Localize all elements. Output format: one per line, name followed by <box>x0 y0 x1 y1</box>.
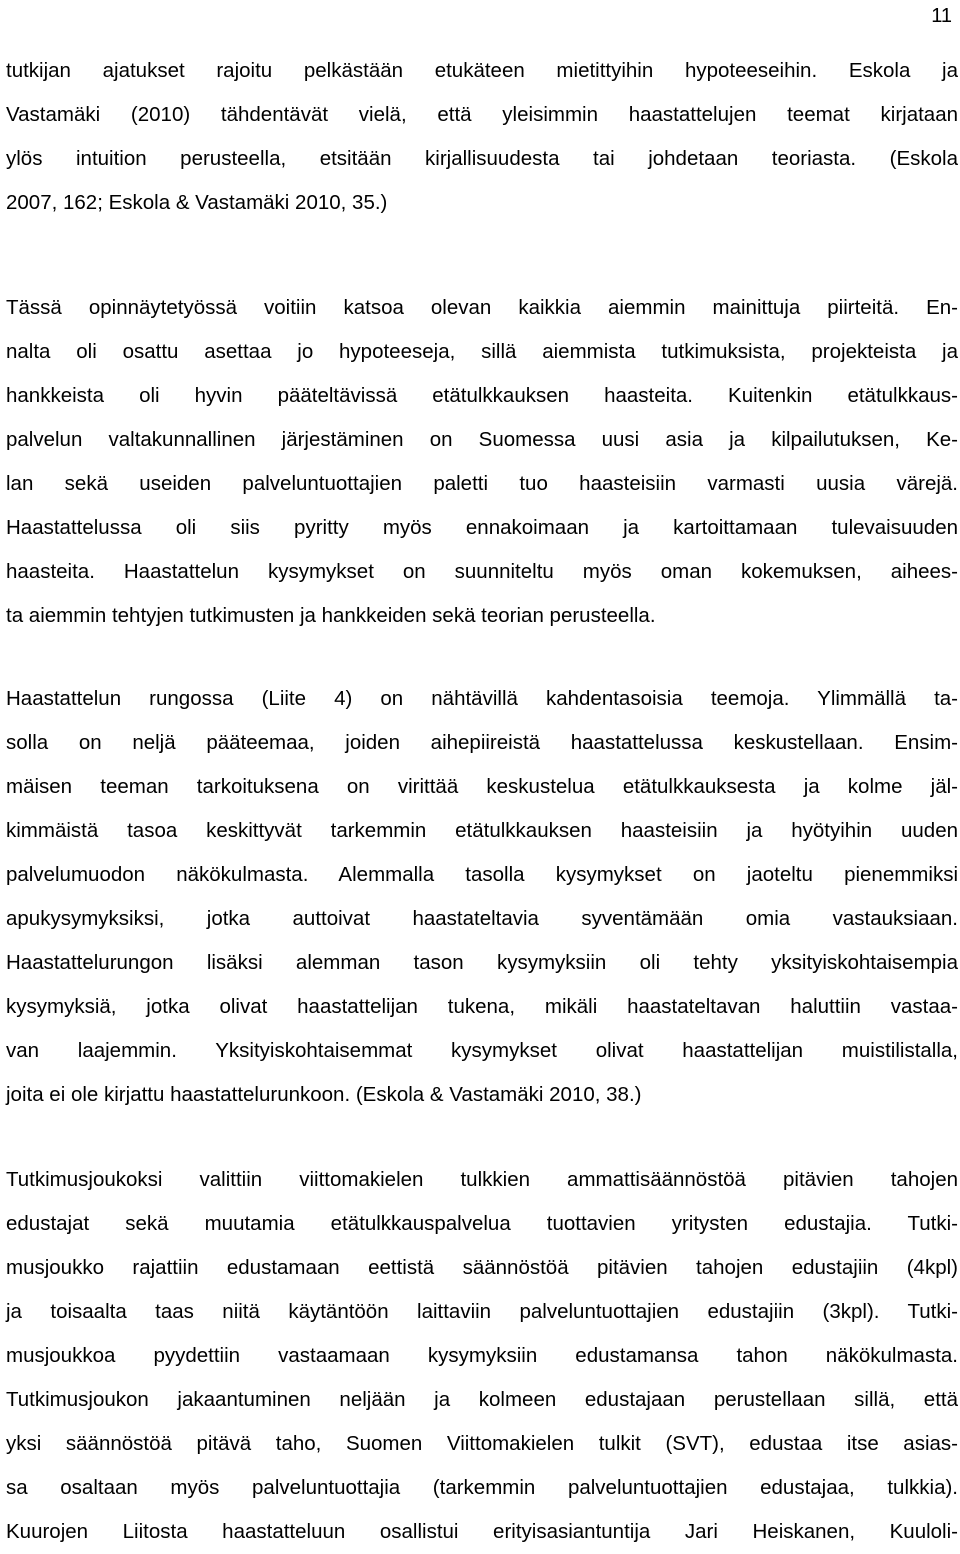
text-line: kysymyksiä, jotka olivat haastattelijan tukena, mikäli haastateltavan haluttiin vastaa- <box>6 995 958 1018</box>
text-line: nalta oli osattu asettaa jo hypoteeseja, sillä aiemmista tutkimuksista, projekteista ja <box>6 340 958 363</box>
text-line: solla on neljä pääteemaa, joiden aihepiireistä haastattelussa keskustellaan. Ensim- <box>6 731 958 754</box>
paragraph-1 <box>6 49 958 225</box>
text-line: palvelumuodon näkökulmasta. Alemmalla tasolla kysymykset on jaoteltu pienemmiksi <box>6 863 958 886</box>
paragraph-4 <box>6 1158 958 1554</box>
paragraph-3 <box>6 677 958 1117</box>
text-line: yksi säännöstöä pitävä taho, Suomen Viittomakielen tulkit (SVT), edustaa itse asias- <box>6 1432 958 1455</box>
text-line: edustajat sekä muutamia etätulkkauspalvelua tuottavien yritysten edustajia. Tutki- <box>6 1212 958 1235</box>
text-line: ja toisaalta taas niitä käytäntöön laittaviin palveluntuottajien edustajiin (3kpl). Tutki- <box>6 1300 958 1323</box>
text-line: Vastamäki (2010) tähdentävät vielä, että yleisimmin haastattelujen teemat kirjataan <box>6 103 958 126</box>
text-line: palvelun valtakunnallinen järjestäminen on Suomessa uusi asia ja kilpailutuksen, Ke- <box>6 428 958 451</box>
text-line: ylös intuition perusteella, etsitään kirjallisuudesta tai johdetaan teoriasta. (Eskola <box>6 147 958 170</box>
text-line: Haastattelurungon lisäksi alemman tason kysymyksiin oli tehty yksityiskohtaisempia <box>6 951 958 974</box>
text-line: apukysymyksiksi, jotka auttoivat haastateltavia syventämään omia vastauksiaan. <box>6 907 958 930</box>
text-line: 2007, 162; Eskola & Vastamäki 2010, 35.) <box>6 191 388 214</box>
text-line: haasteita. Haastattelun kysymykset on suunniteltu myös oman kokemuksen, aihees- <box>6 560 958 583</box>
text-line: hankkeista oli hyvin pääteltävissä etätulkkauksen haasteita. Kuitenkin etätulkkaus- <box>6 384 958 407</box>
text-line: mäisen teeman tarkoituksena on virittää keskustelua etätulkkauksesta ja kolme jäl- <box>6 775 958 798</box>
text-line: Tutkimusjoukoksi valittiin viittomakielen tulkkien ammattisäännöstöä pitävien tahojen <box>6 1168 958 1191</box>
text-line: ta aiemmin tehtyjen tutkimusten ja hankkeiden sekä teorian perusteella. <box>6 604 656 627</box>
text-line: lan sekä useiden palveluntuottajien paletti tuo haasteisiin varmasti uusia värejä. <box>6 472 958 495</box>
page-number: 11 <box>931 5 952 27</box>
text-line: Kuurojen Liitosta haastatteluun osallistui erityisasiantuntija Jari Heiskanen, Kuuloli- <box>6 1520 958 1543</box>
text-line: Tutkimusjoukon jakaantuminen neljään ja kolmeen edustajaan perustellaan sillä, että <box>6 1388 958 1411</box>
text-line: musjoukkoa pyydettiin vastaamaan kysymyksiin edustamansa tahon näkökulmasta. <box>6 1344 958 1367</box>
text-line: van laajemmin. Yksityiskohtaisemmat kysymykset olivat haastattelijan muistilistalla, <box>6 1039 958 1062</box>
text-line: tutkijan ajatukset rajoitu pelkästään etukäteen mietittyihin hypoteeseihin. Eskola ja <box>6 59 958 82</box>
text-line: joita ei ole kirjattu haastattelurunkoon. (Eskola & Vastamäki 2010, 38.) <box>6 1083 642 1106</box>
paragraph-2 <box>6 286 958 638</box>
text-line: sa osaltaan myös palveluntuottajia (tarkemmin palveluntuottajien edustajaa, tulkkia). <box>6 1476 958 1499</box>
text-line: Haastattelun rungossa (Liite 4) on nähtävillä kahdentasoisia teemoja. Ylimmällä ta- <box>6 687 958 710</box>
text-line: Haastattelussa oli siis pyritty myös ennakoimaan ja kartoittamaan tulevaisuuden <box>6 516 958 539</box>
text-line: kimmäistä tasoa keskittyvät tarkemmin etätulkkauksen haasteisiin ja hyötyihin uuden <box>6 819 958 842</box>
text-line: Tässä opinnäytetyössä voitiin katsoa olevan kaikkia aiemmin mainittuja piirteitä. En- <box>6 296 958 319</box>
text-line: musjoukko rajattiin edustamaan eettistä säännöstöä pitävien tahojen edustajiin (4kpl) <box>6 1256 958 1279</box>
